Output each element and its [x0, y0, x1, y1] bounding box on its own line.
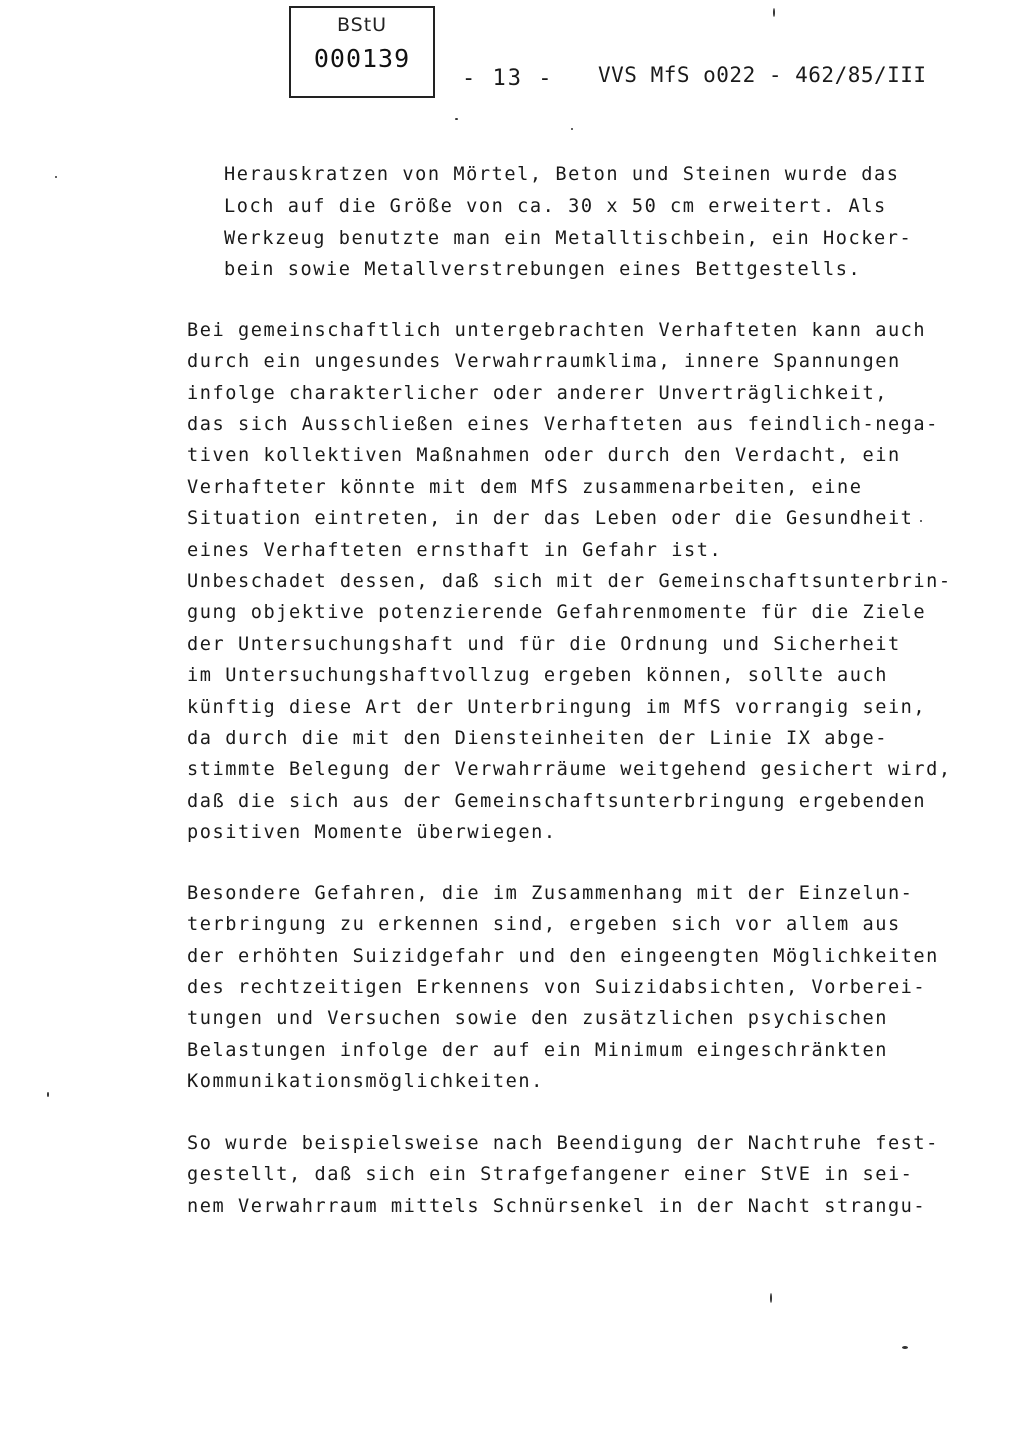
text-line: Bei gemeinschaftlich untergebrachten Verhafteten kann auch	[187, 320, 927, 341]
scan-speck	[773, 8, 775, 17]
text-line: im Untersuchungshaftvollzug ergeben können, sollte auch	[187, 665, 888, 686]
text-line: durch ein ungesundes Verwahrraumklima, innere Spannungen	[187, 351, 901, 372]
text-line: positiven Momente überwiegen.	[187, 822, 557, 843]
scan-speck	[920, 520, 922, 522]
text-line: Situation eintreten, in der das Leben oder die Gesundheit	[187, 508, 914, 529]
text-line: da durch die mit den Diensteinheiten der Linie IX abge-	[187, 728, 888, 749]
text-line: bein sowie Metallverstrebungen eines Bettgestells.	[224, 259, 862, 280]
text-line: Verhafteter könnte mit dem MfS zusammenarbeiten, eine	[187, 477, 863, 498]
text-line: Belastungen infolge der auf ein Minimum eingeschränkten	[187, 1040, 888, 1061]
text-line: terbringung zu erkennen sind, ergeben sich vor allem aus	[187, 914, 901, 935]
text-line: nem Verwahrraum mittels Schnürsenkel in der Nacht strangu-	[187, 1196, 927, 1217]
scan-speck	[770, 1293, 772, 1303]
stamp-label: BStU	[336, 14, 388, 36]
stamp-number: 000139	[313, 44, 411, 73]
scan-speck	[902, 1346, 908, 1349]
document-reference: VVS MfS o022 - 462/85/III	[598, 63, 927, 87]
scan-speck	[47, 1092, 49, 1097]
scan-speck	[455, 118, 458, 120]
text-line: Werkzeug benutzte man ein Metalltischbein, ein Hocker-	[224, 228, 913, 249]
text-line: Herauskratzen von Mörtel, Beton und Steinen wurde das	[224, 164, 900, 185]
text-line: daß die sich aus der Gemeinschaftsunterbringung ergebenden	[187, 791, 927, 812]
scan-speck	[571, 128, 573, 130]
text-line: gung objektive potenzierende Gefahrenmomente für die Ziele	[187, 602, 927, 623]
text-line: des rechtzeitigen Erkennens von Suizidabsichten, Vorberei-	[187, 977, 927, 998]
archive-stamp	[289, 6, 435, 98]
text-line: Kommunikationsmöglichkeiten.	[187, 1071, 544, 1092]
text-line: das sich Ausschließen eines Verhafteten aus feindlich-nega-	[187, 414, 939, 435]
text-line: tungen und Versuchen sowie den zusätzlichen psychischen	[187, 1008, 888, 1029]
text-line: eines Verhafteten ernsthaft in Gefahr ist.	[187, 540, 723, 561]
text-line: gestellt, daß sich ein Strafgefangener einer StVE in sei-	[187, 1164, 914, 1185]
text-line: Besondere Gefahren, die im Zusammenhang mit der Einzelun-	[187, 883, 914, 904]
text-line: stimmte Belegung der Verwahrräume weitgehend gesichert wird,	[187, 759, 952, 780]
page-number: - 13 -	[462, 66, 554, 91]
scan-speck	[55, 176, 57, 178]
text-line: der erhöhten Suizidgefahr und den eingeengten Möglichkeiten	[187, 946, 939, 967]
text-line: So wurde beispielsweise nach Beendigung der Nachtruhe fest-	[187, 1133, 939, 1154]
text-line: tiven kollektiven Maßnahmen oder durch den Verdacht, ein	[187, 445, 901, 466]
text-line: Loch auf die Größe von ca. 30 x 50 cm erweitert. Als	[224, 196, 887, 217]
text-line: Unbeschadet dessen, daß sich mit der Gemeinschaftsunterbrin-	[187, 571, 952, 592]
text-line: der Untersuchungshaft und für die Ordnung und Sicherheit	[187, 634, 901, 655]
text-line: infolge charakterlicher oder anderer Unverträglichkeit,	[187, 383, 888, 404]
text-line: künftig diese Art der Unterbringung im MfS vorrangig sein,	[187, 697, 927, 718]
